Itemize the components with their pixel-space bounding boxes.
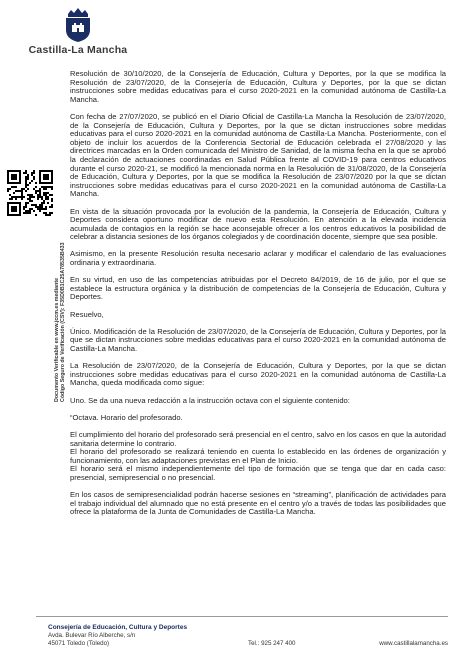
body-paragraph: Con fecha de 27/07/2020, se publicó en el Diario Oficial de Castilla-La Mancha la Resolución de 23/07/2020, de la Consejería de Educación, Cultura y Deportes, por la que se dictan instrucciones sobre medidas educativas para el curso 2020-2021 en la comunidad autónoma de Castilla-La Mancha. Posteriormente, con el objeto de incluir los acuerdos de la Conferencia Sectorial de Educación celebrada el 27/08/2020 y las directrices marcadas en la Orden comunicada del Ministro de Sanidad, de la misma fecha en la que se aprobó la declaración de actuaciones coordinadas en Salud Pública frente al COVID-19 para centros educativos durante el curso 2020-21, se modificó la mencionada norma en la Resolución de 31/08/2020, de la Consejería de Educación, Cultura y Deportes, por la que se modifica la Resolución de 23/07/2020 por la que se dictan instrucciones sobre medidas educativas para el curso 2020-2021 en la comunidad autónoma de Castilla-La Mancha. [70, 111, 446, 199]
footer-divider [36, 616, 448, 617]
body-paragraph: El horario será el mismo independientemente del tipo de formación que se tenga que dar en cada caso: presencial, semipresencial o no presencial. [70, 464, 446, 482]
footer-phone: Tel.: 925 247 400 [248, 640, 296, 647]
footer-organization: Consejería de Educación, Cultura y Deportes [48, 624, 188, 631]
footer-address-line-1: Avda. Bulevar Río Alberche, s/n [48, 632, 136, 639]
body-paragraph: “Octava. Horario del profesorado. [70, 412, 183, 422]
verification-sidebar [4, 170, 67, 430]
body-paragraph: Uno. Se da una nueva redacción a la instrucción octava con el siguiente contenido: [70, 395, 350, 405]
verification-line-1: Documento Verificable en www.jccm.es mediante [54, 277, 60, 402]
document-body [70, 70, 446, 525]
coat-of-arms-icon [57, 8, 99, 42]
page-footer [48, 624, 448, 648]
body-paragraph: En los casos de semipresencialidad podrán hacerse sesiones en “streaming”, planificación de actividades para el trabajo individual del alumnado que no está presente en el centro y/o a través de todas las posibilidades que ofrece la plataforma de la Junta de Comunidades de Castilla-La Mancha. [70, 490, 446, 517]
qr-code-icon [7, 170, 53, 216]
body-paragraph: En su virtud, en uso de las competencias atribuidas por el Decreto 84/2019, de 16 de julio, por el que se establece la estructura orgánica y la distribución de competencias de la Consejería de Educación, Cultura y Deportes. [70, 275, 446, 302]
castilla-la-mancha-logo [28, 6, 128, 62]
footer-address-line-2: 45071 Toledo (Toledo) [48, 640, 110, 647]
body-paragraph: Resuelvo, [70, 309, 104, 319]
verification-text [54, 202, 66, 402]
body-paragraph: El horario del profesorado se realizará teniendo en cuenta lo establecido en las órdenes de organización y funcionamiento, con las adaptaciones previstas en el Plan de Inicio. [70, 447, 446, 465]
title-paragraph: Resolución de 30/10/2020, de la Consejería de Educación, Cultura y Deportes, por la que se modifica la Resolución de 23/07/2020, de la Consejería de Educación, Cultura y Deportes, por la que se dictan instrucciones sobre medidas educativas para el curso 2020-2021 en la comunidad autónoma de Castilla-La Mancha. [70, 69, 446, 104]
verification-line-2: Código Seguro de Verificación (CSV): F35D0B1C25A78535B433 [60, 242, 67, 402]
footer-website: www.castillalamancha.es [379, 640, 448, 647]
body-paragraph: En vista de la situación provocada por la evolución de la pandemia, la Consejería de Educación, Cultura y Deportes considera oportuno modificar de nuevo esta Resolución. En atención a la elevada incidencia acumulada de contagios en la región se hace aconsejable ofrecer a los centros educativos la posibilidad de celebrar a distancia sesiones de los órganos colegiados y de coordinación docente, siempre que sea posible. [70, 206, 446, 242]
body-paragraph: El cumplimiento del horario del profesorado será presencial en el centro, salvo en los casos en que la autoridad sanitaria determine lo contrario. [70, 429, 446, 448]
body-paragraph: Asimismo, en la presente Resolución resulta necesario aclarar y modificar el calendario de las evaluaciones ordinaria y extraordinaria. [70, 249, 446, 268]
body-paragraph: La Resolución de 23/07/2020, de la Consejería de Educación, Cultura y Deportes, por la que se dictan instrucciones sobre medidas educativas para el curso 2020-2021 en la comunidad autónoma de Castilla-La Mancha, queda modificada como sigue: [70, 361, 446, 388]
logo-wordmark: Castilla-La Mancha [28, 44, 128, 56]
body-paragraph: Único. Modificación de la Resolución de 23/07/2020, de la Consejería de Educación, Cultura y Deportes, por la que se dictan instrucciones sobre medidas educativas para el curso 2020-2021 en la comunidad autónoma de Castilla-La Mancha. [70, 326, 446, 353]
